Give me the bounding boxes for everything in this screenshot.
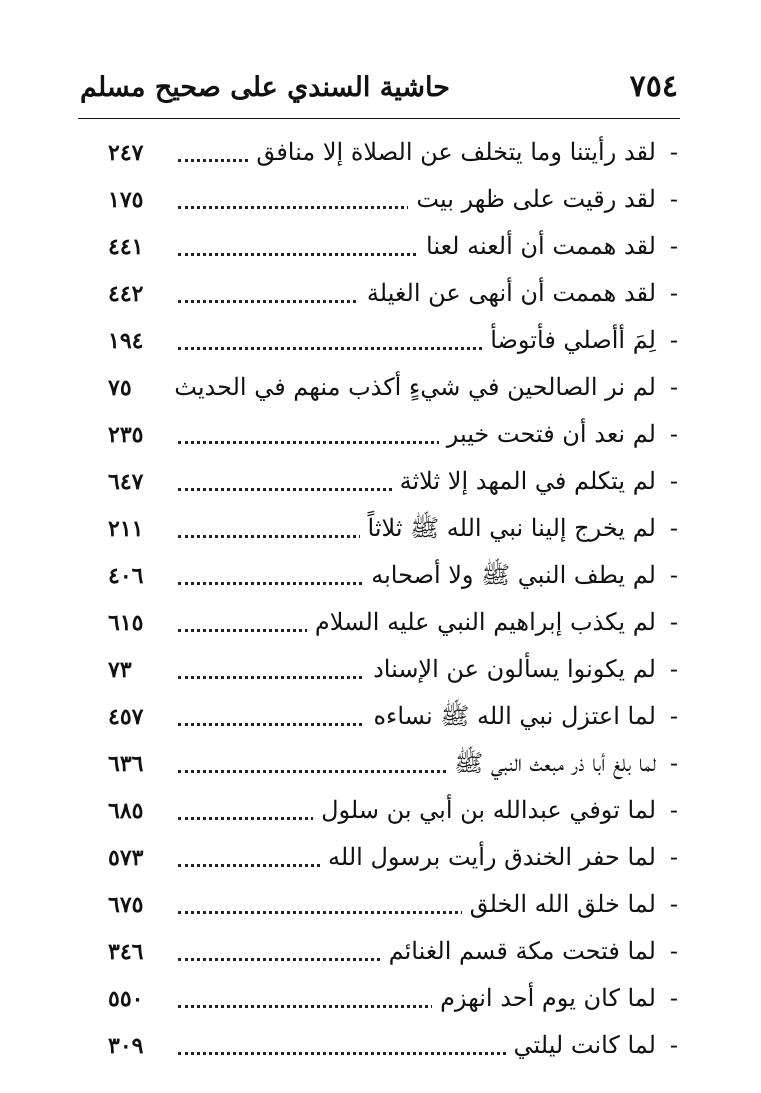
entry-dash: - [669,655,678,683]
entry-dash: - [669,420,678,448]
entry-page-number: ١٩٤ [108,328,144,354]
index-entry [100,321,678,368]
entry-page-number: ٧٣ [108,657,132,683]
entry-page-number: ٢١١ [108,516,144,542]
index-entry [100,603,678,650]
entry-text: لقد رقيت على ظهر بيت [408,182,656,216]
entry-text: لم يكونوا يسألون عن الإسناد [365,652,656,686]
entry-dash: - [669,185,678,213]
entry-text: لما خلق الله الخلق [462,887,656,921]
entry-page-number: ٥٥٠ [108,986,144,1012]
entry-page-number: ٢٣٥ [108,422,144,448]
entry-text: لما اعتزل نبي الله ﷺ نساءه [365,699,656,733]
index-entry [100,274,678,321]
book-title: حاشية السندي على صحيح مسلم [80,72,450,103]
entry-dash: - [669,232,678,260]
entry-page-number: ٥٧٣ [108,845,144,871]
entry-text: لم يكذب إبراهيم النبي عليه السلام [307,605,656,639]
entry-text: لم يتكلم في المهد إلا ثلاثة [392,464,656,498]
entry-page-number: ٤٥٧ [108,704,144,730]
entry-dash: - [669,561,678,589]
index-entry [100,133,678,180]
index-entry [100,368,678,415]
entry-page-number: ٦٣٦ [108,751,144,777]
index-entry [100,556,678,603]
hadith-index-list [100,133,678,1073]
entry-dash: - [669,279,678,307]
entry-page-number: ٤٠٦ [108,563,144,589]
entry-dash: - [669,890,678,918]
index-entry [100,744,678,791]
entry-text: لم نر الصالحين في شيءٍ أكذب منهم في الحديث [166,370,656,404]
entry-page-number: ٢٤٧ [108,140,144,166]
entry-dash: - [669,796,678,824]
page-header [78,70,678,110]
entry-page-number: ٣٠٩ [108,1033,144,1059]
entry-text: لما توفي عبدالله بن أبي بن سلول [313,793,656,827]
entry-dash: - [669,467,678,495]
entry-dash: - [669,749,678,777]
index-entry [100,650,678,697]
entry-text: لما فتحت مكة قسم الغنائم [381,934,656,968]
entry-dash: - [669,702,678,730]
entry-text: لِمَ أأصلي فأتوضأ [482,323,656,357]
entry-text: لقد هممت أن ألعنه لعنا [418,229,656,263]
entry-page-number: ٣٤٦ [108,939,144,965]
entry-text: لم نعد أن فتحت خيبر [439,417,656,451]
entry-dash: - [669,1031,678,1059]
entry-dash: - [669,984,678,1012]
entry-dash: - [669,373,678,401]
entry-dash: - [669,843,678,871]
entry-text: لما حفر الخندق رأيت برسول الله [320,840,656,874]
entry-dash: - [669,514,678,542]
entry-page-number: ٦٨٥ [108,798,144,824]
index-entry [100,697,678,744]
entry-page-number: ١٧٥ [108,187,144,213]
header-divider [78,118,680,119]
entry-text: لقد هممت أن أنهى عن الغيلة [359,276,656,310]
entry-page-number: ٤٤١ [108,234,144,260]
index-entry [100,932,678,979]
entry-page-number: ٦١٥ [108,610,144,636]
entry-text: لم يخرج إلينا نبي الله ﷺ ثلاثاً [360,511,656,545]
entry-page-number: ٤٤٢ [108,281,144,307]
entry-text: لم يطف النبي ﷺ ولا أصحابه [363,558,656,592]
index-entry [100,415,678,462]
index-entry [100,791,678,838]
index-entry [100,885,678,932]
index-entry [100,462,678,509]
entry-dash: - [669,326,678,354]
entry-dash: - [669,937,678,965]
index-entry [100,509,678,556]
entry-text: لقد رأيتنا وما يتخلف عن الصلاة إلا منافق [248,135,656,169]
entry-page-number: ٦٧٥ [108,892,144,918]
index-entry [100,227,678,274]
entry-text: لما كانت ليلتي [506,1028,657,1062]
index-entry [100,979,678,1026]
entry-text: لما كان يوم أحد انهزم [432,981,656,1015]
page-number: ٧٥٤ [629,69,678,104]
entry-page-number: ٦٤٧ [108,469,144,495]
entry-text: لما بلغ أبا ذر مبعث النبي ﷺ [446,746,656,780]
entry-dash: - [669,138,678,166]
index-entry [100,180,678,227]
entry-dash: - [669,608,678,636]
index-entry [100,1026,678,1073]
entry-page-number: ٧٥ [108,375,132,401]
index-entry [100,838,678,885]
